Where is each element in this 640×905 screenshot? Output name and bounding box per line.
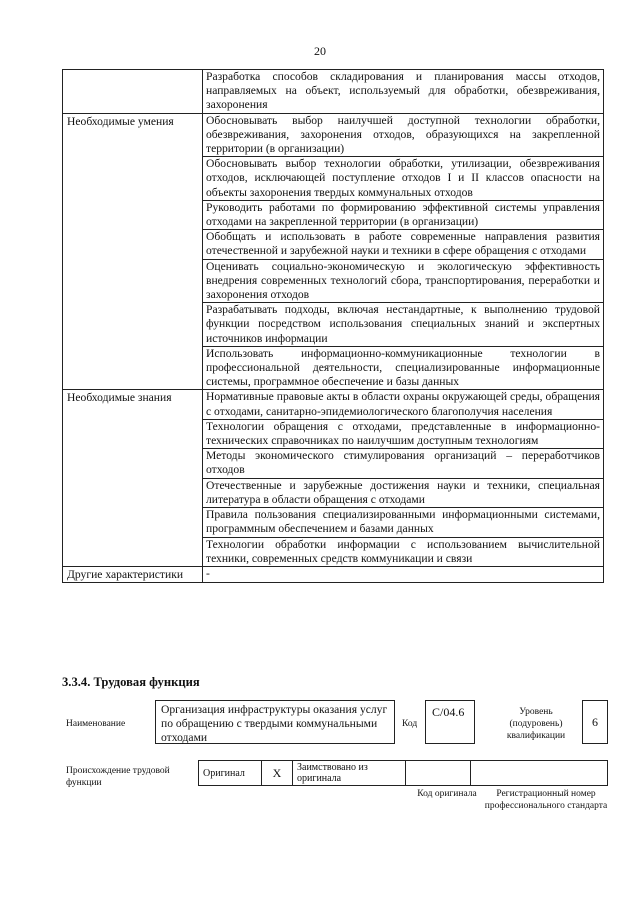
row-value: Технологии обработки информации с использованием вычислительной техники, современных средств коммуникации и связи bbox=[203, 537, 604, 566]
page-number: 20 bbox=[314, 44, 326, 58]
table-row bbox=[63, 113, 604, 157]
row-value: Отечественные и зарубежные достижения науки и техники, специальная литература в области обращения с отходами bbox=[203, 478, 604, 507]
table-row bbox=[63, 70, 604, 114]
row-label bbox=[63, 70, 203, 114]
row-label-knowledge: Необходимые знания bbox=[63, 390, 203, 566]
function-code-box: C/04.6 bbox=[425, 700, 475, 744]
original-mark: X bbox=[262, 761, 293, 786]
row-value: Руководить работами по формированию эффективной системы управления отходами на закрепленной территории (в организации) bbox=[203, 200, 604, 229]
row-value: Обобщать и использовать в работе современные направления развития отечественной и зарубежной науки и техники в сфере обращения с отходами bbox=[203, 230, 604, 259]
origin-label: Происхождение трудовой функции bbox=[66, 766, 170, 788]
origin-table bbox=[198, 760, 608, 786]
row-value: Разрабатывать подходы, включая нестандартные, к выполнению трудовой функции посредством использования специальных знаний и экспертных источников информации bbox=[203, 303, 604, 347]
code-label: Код bbox=[402, 719, 418, 729]
section-heading: 3.3.4. Трудовая функция bbox=[62, 675, 200, 689]
row-label-other: Другие характеристики bbox=[63, 566, 203, 582]
table-row bbox=[199, 761, 608, 786]
registration-number-caption: Регистрационный номер профессионального стандарта bbox=[484, 789, 608, 811]
borrowed-label: Заимствовано из оригинала bbox=[293, 761, 406, 786]
table-row bbox=[63, 390, 604, 419]
qualification-level-label: Уровень (подуровень) квалификации bbox=[506, 707, 566, 741]
qualification-level-box: 6 bbox=[582, 700, 608, 744]
row-value: Использовать информационно-коммуникационные технологии в профессиональной деятельности, специализированные информационные системы, программное обеспечение и базы данных bbox=[203, 346, 604, 390]
original-code-caption: Код оригинала bbox=[417, 789, 477, 799]
requirements-table bbox=[62, 69, 604, 583]
row-label-skills: Необходимые умения bbox=[63, 113, 203, 390]
name-label: Наименование bbox=[66, 719, 126, 729]
row-value: Методы экономического стимулирования организаций – переработчиков отходов bbox=[203, 449, 604, 478]
registration-number-cell bbox=[471, 761, 608, 786]
original-label: Оригинал bbox=[199, 761, 262, 786]
function-name-box: Организация инфраструктуры оказания услуг по обращению с твердыми коммунальными отходами bbox=[155, 700, 395, 744]
row-value: Обосновывать выбор технологии обработки, утилизации, обезвреживания отходов, исключающей поступление отходов I и II классов опасности на объекты захоронения твердых коммунальных отходов bbox=[203, 157, 604, 201]
row-value: Технологии обращения с отходами, представленные в информационно-технических справочниках по наилучшим доступным технологиям bbox=[203, 419, 604, 448]
row-value: Нормативные правовые акты в области охраны окружающей среды, обращения с отходами, санитарно-эпидемиологического благополучия населения bbox=[203, 390, 604, 419]
table-row bbox=[63, 566, 604, 582]
row-value: - bbox=[203, 566, 604, 582]
row-value: Обосновывать выбор наилучшей доступной технологии обработки, обезвреживания, захоронения отходов, образующихся на закрепленной территории (в организации) bbox=[203, 113, 604, 157]
row-value: Правила пользования специализированными информационными системами, программным обеспечением и базами данных bbox=[203, 508, 604, 537]
row-value: Оценивать социально-экономическую и экологическую эффективность внедрения современных технологий сбора, транспортирования, переработки и захоронения отходов bbox=[203, 259, 604, 303]
original-code-cell bbox=[406, 761, 471, 786]
row-value: Разработка способов складирования и планирования массы отходов, направляемых на объект, используемый для обработки, обезвреживания, захоронения bbox=[203, 70, 604, 114]
